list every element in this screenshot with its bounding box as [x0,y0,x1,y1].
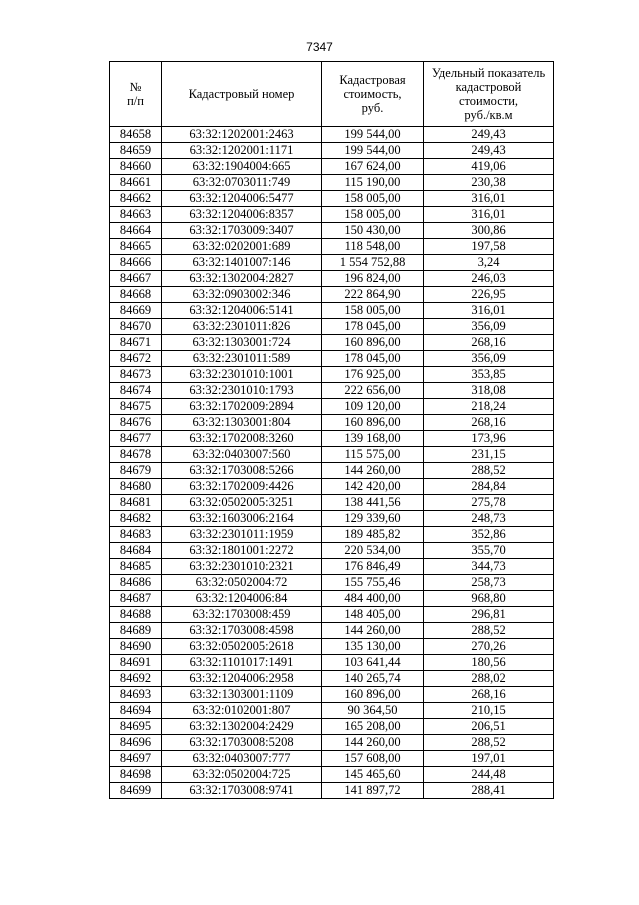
table-row [110,719,554,735]
row-number: 84671 [110,335,162,351]
table-row [110,543,554,559]
cadastral-cost: 220 534,00 [322,543,424,559]
row-number: 84687 [110,591,162,607]
header-num-line2: п/п [127,94,144,108]
row-number: 84678 [110,447,162,463]
unit-cost: 288,41 [424,783,554,799]
cadastral-table [109,61,554,799]
cadastral-cost: 141 897,72 [322,783,424,799]
table-row [110,639,554,655]
table-row [110,591,554,607]
cadastral-cost: 1 554 752,88 [322,255,424,271]
cadastral-cost: 160 896,00 [322,335,424,351]
table-row [110,351,554,367]
table-row [110,671,554,687]
unit-cost: 231,15 [424,447,554,463]
cadastral-cost: 167 624,00 [322,159,424,175]
cadastral-number: 63:32:1702008:3260 [162,431,322,447]
unit-cost: 173,96 [424,431,554,447]
table-row [110,495,554,511]
unit-cost: 248,73 [424,511,554,527]
table-row [110,463,554,479]
cadastral-cost: 178 045,00 [322,351,424,367]
cadastral-number: 63:32:1302004:2827 [162,271,322,287]
cadastral-cost: 155 755,46 [322,575,424,591]
cadastral-cost: 135 130,00 [322,639,424,655]
header-cost-line3: руб. [361,101,384,115]
cadastral-cost: 199 544,00 [322,127,424,143]
cadastral-number: 63:32:0202001:689 [162,239,322,255]
header-unit-line4: руб./кв.м [464,108,513,122]
table-row [110,399,554,415]
table-row [110,447,554,463]
page-number: 7347 [306,40,333,54]
table-body [110,127,554,799]
cadastral-number: 63:32:1302004:2429 [162,719,322,735]
cadastral-cost: 196 824,00 [322,271,424,287]
row-number: 84669 [110,303,162,319]
unit-cost: 284,84 [424,479,554,495]
header-unit-line2: кадастровой [455,80,522,94]
cadastral-cost: 129 339,60 [322,511,424,527]
unit-cost: 197,01 [424,751,554,767]
table-row [110,175,554,191]
cadastral-number: 63:32:0502004:72 [162,575,322,591]
cadastral-cost: 138 441,56 [322,495,424,511]
row-number: 84677 [110,431,162,447]
unit-cost: 249,43 [424,127,554,143]
cadastral-number: 63:32:2301011:826 [162,319,322,335]
unit-cost: 268,16 [424,335,554,351]
cadastral-cost: 158 005,00 [322,191,424,207]
header-unit-line1: Удельный показатель [431,66,546,80]
row-number: 84663 [110,207,162,223]
cadastral-cost: 90 364,50 [322,703,424,719]
unit-cost: 968,80 [424,591,554,607]
unit-cost: 246,03 [424,271,554,287]
cadastral-number: 63:32:1703008:5208 [162,735,322,751]
cadastral-number: 63:32:1202001:1171 [162,143,322,159]
cadastral-cost: 115 575,00 [322,447,424,463]
cadastral-number: 63:32:0703011:749 [162,175,322,191]
table-row [110,143,554,159]
cadastral-cost: 160 896,00 [322,687,424,703]
unit-cost: 270,26 [424,639,554,655]
unit-cost: 296,81 [424,607,554,623]
row-number: 84676 [110,415,162,431]
cadastral-cost: 144 260,00 [322,735,424,751]
row-number: 84688 [110,607,162,623]
table-row [110,303,554,319]
row-number: 84679 [110,463,162,479]
table-row [110,239,554,255]
row-number: 84695 [110,719,162,735]
cadastral-number: 63:32:0502005:3251 [162,495,322,511]
row-number: 84689 [110,623,162,639]
cadastral-number: 63:32:0403007:777 [162,751,322,767]
table-row [110,319,554,335]
cadastral-cost: 115 190,00 [322,175,424,191]
row-number: 84698 [110,767,162,783]
row-number: 84673 [110,367,162,383]
cadastral-number: 63:32:1801001:2272 [162,543,322,559]
cadastral-number: 63:32:0502004:725 [162,767,322,783]
row-number: 84668 [110,287,162,303]
unit-cost: 356,09 [424,351,554,367]
cadastral-number: 63:32:1204006:5141 [162,303,322,319]
row-number: 84694 [110,703,162,719]
cadastral-number: 63:32:1401007:146 [162,255,322,271]
table-row [110,191,554,207]
cadastral-cost: 189 485,82 [322,527,424,543]
unit-cost: 275,78 [424,495,554,511]
row-number: 84697 [110,751,162,767]
unit-cost: 352,86 [424,527,554,543]
row-number: 84693 [110,687,162,703]
table-header [110,62,554,127]
unit-cost: 288,52 [424,735,554,751]
unit-cost: 218,24 [424,399,554,415]
unit-cost: 353,85 [424,367,554,383]
cadastral-number: 63:32:0502005:2618 [162,639,322,655]
cadastral-number: 63:32:1204006:2958 [162,671,322,687]
unit-cost: 249,43 [424,143,554,159]
row-number: 84686 [110,575,162,591]
table-row [110,335,554,351]
cadastral-number: 63:32:1703008:9741 [162,783,322,799]
row-number: 84665 [110,239,162,255]
table-row [110,735,554,751]
table-row [110,703,554,719]
table-row [110,367,554,383]
table-row [110,655,554,671]
row-number: 84661 [110,175,162,191]
unit-cost: 226,95 [424,287,554,303]
cadastral-cost: 484 400,00 [322,591,424,607]
row-number: 84691 [110,655,162,671]
unit-cost: 258,73 [424,575,554,591]
cadastral-cost: 160 896,00 [322,415,424,431]
table-row [110,415,554,431]
cadastral-cost: 157 608,00 [322,751,424,767]
cadastral-number: 63:32:1703008:5266 [162,463,322,479]
table-row [110,159,554,175]
unit-cost: 316,01 [424,207,554,223]
table-row [110,527,554,543]
table-row [110,559,554,575]
row-number: 84662 [110,191,162,207]
row-number: 84660 [110,159,162,175]
cadastral-number: 63:32:0102001:807 [162,703,322,719]
unit-cost: 288,02 [424,671,554,687]
cadastral-cost: 222 864,90 [322,287,424,303]
cadastral-number: 63:32:1703009:3407 [162,223,322,239]
row-number: 84658 [110,127,162,143]
cadastral-number: 63:32:1204006:84 [162,591,322,607]
unit-cost: 244,48 [424,767,554,783]
table-row [110,607,554,623]
cadastral-number: 63:32:1904004:665 [162,159,322,175]
table-row [110,767,554,783]
row-number: 84664 [110,223,162,239]
cadastral-number: 63:32:1204006:5477 [162,191,322,207]
header-num-line1: № [129,80,142,94]
cadastral-cost: 178 045,00 [322,319,424,335]
cadastral-number: 63:32:1204006:8357 [162,207,322,223]
header-row [110,62,554,127]
row-number: 84667 [110,271,162,287]
cadastral-number: 63:32:2301010:1001 [162,367,322,383]
unit-cost: 316,01 [424,191,554,207]
header-num [110,62,162,127]
cadastral-cost: 103 641,44 [322,655,424,671]
cadastral-cost: 148 405,00 [322,607,424,623]
unit-cost: 210,15 [424,703,554,719]
cadastral-number: 63:32:2301010:1793 [162,383,322,399]
table-row [110,783,554,799]
unit-cost: 344,73 [424,559,554,575]
header-cost-line1: Кадастровая [339,73,406,87]
cadastral-number: 63:32:2301011:589 [162,351,322,367]
row-number: 84682 [110,511,162,527]
cadastral-number: 63:32:1303001:1109 [162,687,322,703]
cadastral-cost: 199 544,00 [322,143,424,159]
cadastral-number: 63:32:0403007:560 [162,447,322,463]
row-number: 84674 [110,383,162,399]
cadastral-cost: 139 168,00 [322,431,424,447]
header-cad-number-label: Кадастровый номер [188,87,295,101]
cadastral-cost: 118 548,00 [322,239,424,255]
header-cost [322,62,424,127]
unit-cost: 268,16 [424,415,554,431]
cadastral-cost: 142 420,00 [322,479,424,495]
cadastral-number: 63:32:1202001:2463 [162,127,322,143]
row-number: 84675 [110,399,162,415]
unit-cost: 300,86 [424,223,554,239]
row-number: 84696 [110,735,162,751]
cadastral-number: 63:32:1101017:1491 [162,655,322,671]
row-number: 84685 [110,559,162,575]
table-row [110,431,554,447]
cadastral-cost: 158 005,00 [322,303,424,319]
table-row [110,287,554,303]
unit-cost: 180,56 [424,655,554,671]
cadastral-cost: 144 260,00 [322,623,424,639]
table-row [110,271,554,287]
table-row [110,207,554,223]
table-row [110,255,554,271]
row-number: 84699 [110,783,162,799]
table-row [110,223,554,239]
unit-cost: 3,24 [424,255,554,271]
unit-cost: 419,06 [424,159,554,175]
row-number: 84659 [110,143,162,159]
cadastral-number: 63:32:1303001:804 [162,415,322,431]
cadastral-cost: 176 846,49 [322,559,424,575]
table-row [110,623,554,639]
cadastral-number: 63:32:1603006:2164 [162,511,322,527]
cadastral-number: 63:32:1703008:459 [162,607,322,623]
table-row [110,511,554,527]
cadastral-cost: 140 265,74 [322,671,424,687]
cadastral-cost: 158 005,00 [322,207,424,223]
header-unit-cost [424,62,554,127]
unit-cost: 316,01 [424,303,554,319]
row-number: 84680 [110,479,162,495]
header-cost-line2: стоимость, [343,87,402,101]
cadastral-number: 63:32:1303001:724 [162,335,322,351]
row-number: 84690 [110,639,162,655]
cadastral-cost: 145 465,60 [322,767,424,783]
row-number: 84681 [110,495,162,511]
unit-cost: 230,38 [424,175,554,191]
cadastral-number: 63:32:2301010:2321 [162,559,322,575]
cadastral-number: 63:32:1702009:2894 [162,399,322,415]
table-row [110,383,554,399]
cadastral-cost: 150 430,00 [322,223,424,239]
row-number: 84692 [110,671,162,687]
cadastral-cost: 222 656,00 [322,383,424,399]
unit-cost: 288,52 [424,623,554,639]
table-row [110,751,554,767]
header-unit-line3: стоимости, [458,94,519,108]
row-number: 84670 [110,319,162,335]
unit-cost: 288,52 [424,463,554,479]
unit-cost: 318,08 [424,383,554,399]
row-number: 84672 [110,351,162,367]
table-row [110,687,554,703]
cadastral-number: 63:32:2301011:1959 [162,527,322,543]
unit-cost: 355,70 [424,543,554,559]
table-row [110,479,554,495]
unit-cost: 206,51 [424,719,554,735]
row-number: 84666 [110,255,162,271]
cadastral-cost: 165 208,00 [322,719,424,735]
cadastral-number: 63:32:1702009:4426 [162,479,322,495]
cadastral-cost: 144 260,00 [322,463,424,479]
unit-cost: 197,58 [424,239,554,255]
row-number: 84683 [110,527,162,543]
unit-cost: 356,09 [424,319,554,335]
row-number: 84684 [110,543,162,559]
table-row [110,127,554,143]
cadastral-cost: 176 925,00 [322,367,424,383]
table-row [110,575,554,591]
cadastral-number: 63:32:1703008:4598 [162,623,322,639]
header-cad-number [162,62,322,127]
cadastral-number: 63:32:0903002:346 [162,287,322,303]
cadastral-cost: 109 120,00 [322,399,424,415]
unit-cost: 268,16 [424,687,554,703]
